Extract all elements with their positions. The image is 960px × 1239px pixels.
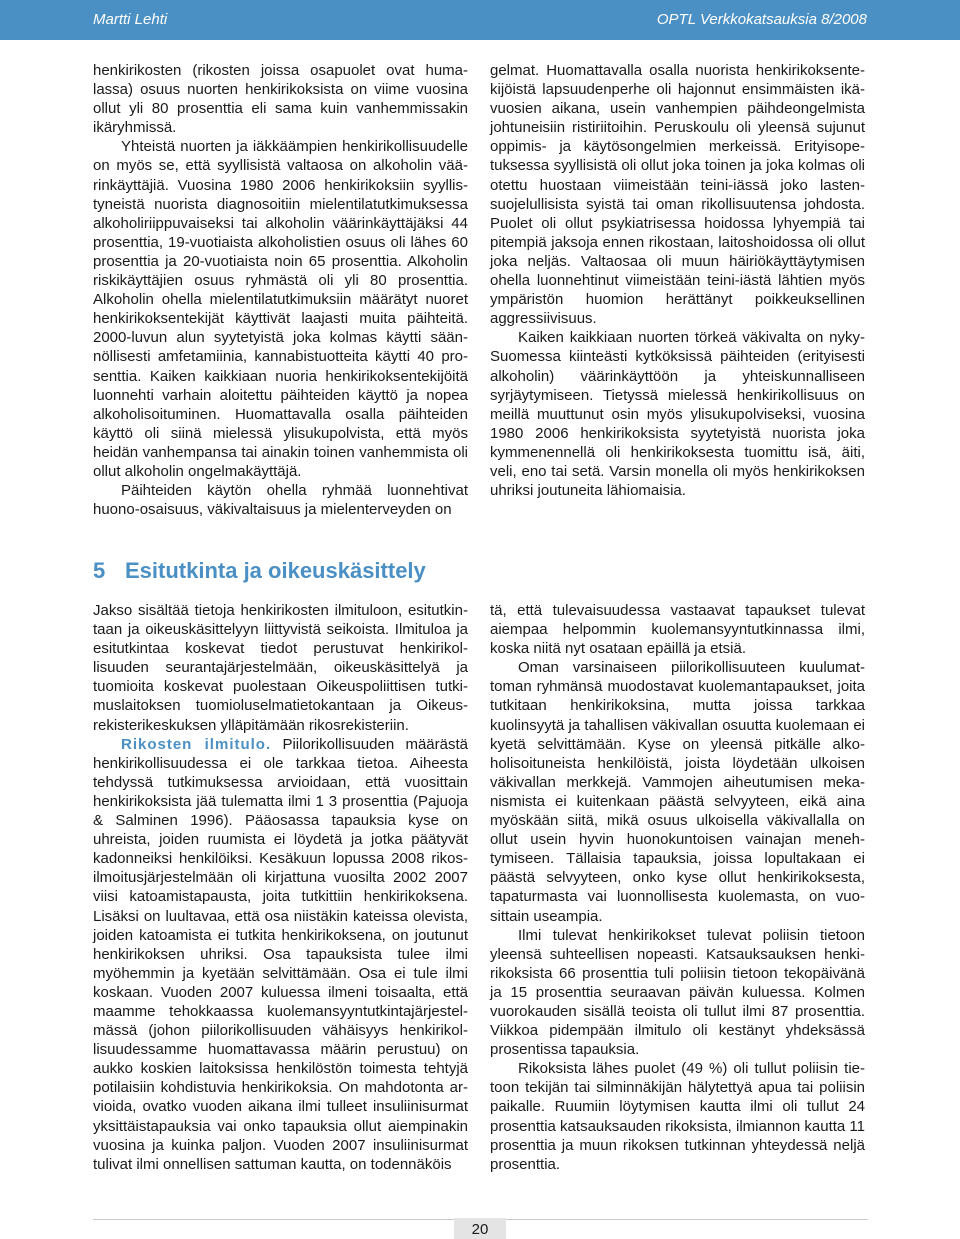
column-bottom-left	[93, 601, 468, 1174]
run-in-heading: Rikosten ilmitulo.	[121, 735, 272, 753]
column-top-right	[490, 61, 865, 500]
paragraph: Kaiken kaikkiaan nuorten törkeä väkivalta on nyky-Suomessa kiinteästi kytköksissä päihteiden (erityisesti alkoholin) väärinkäyttöön ja yhteiskunnalliseen syrjäytymiseen. Tietyssä mielessä henkirikollisuus on meillä muuttunut osin myös ylisukupolviseksi, vuosina 1980 2006 henkirikoksista syytetyistä nuorista joka kymmenennellä oli henkirikoksesta tuomittu isä, äiti, veli, eno tai setä. Varsin monella oli myös henkirikoksen uhriksi joutuneita lähiomaisia.	[490, 329, 865, 500]
paragraph: Yhteistä nuorten ja iäkkäämpien henkirikollisuudelle on myös se, että syyllisistä valtaosa on alkoholin väärinkäyttäjiä. Vuosina 1980 2006 henkirikoksiin syyllistyneistä nuorista diagnosoitiin mielentilatutkimuksessa alkoholiriippuvaiseksi tai alkoholin väärinkäyttäjäksi 44 prosenttia, 19-vuotiaista alkoholistien osuus oli lähes 60 prosenttia ja 20-vuotiaista noin 65 prosenttia. Alkoholin riskikäyttäjien osuus ryhmästä oli yli 80 prosenttia. Alkoholin ohella mielentilatutkimuksiin määrätyt nuoret henkirikoksentekijät käyttivät laajasti muita päihteitä. 2000-luvun alun syytetyistä joka kolmas käytti säännöllisesti amfetamiinia, kannabistuotteita käytti 40 prosenttia. Kaiken kaikkiaan nuoria henkirikoksentekijöitä luonnehti varhain aloitettu päihteiden käyttö ja nopea alkoholisoituminen. Huomattavalla osalla päihteiden käyttö oli siinä mielessä ylisukupolvista, että myös heidän vanhempansa tai ainakin toinen vanhemmista oli ollut alkoholin ongelmakäyttäjä.	[93, 138, 468, 480]
paragraph: henkirikosten (rikosten joissa osapuolet ovat humalassa) osuus nuorten henkirikoksista on viime vuosina ollut yli 80 prosenttia eli sama kuin vanhemmissakin ikäryhmissä.	[93, 62, 468, 137]
paragraph-text: Piilorikollisuuden määrästä henkirikollisuudessa ei ole tarkkaa tietoa. Aiheesta tehdyssä tutkimuksessa arvioidaan, että vuosittain henkirikoksista jää tulematta ilmi 1 3 prosenttia (Pajuoja & Salminen 1996). Pääosassa tapauksia kyse on uhreista, joiden ruumista ei löydetä ja jotka päätyvät kadonneiksi henkilöiksi. Kesäkuun lopussa 2008 rikosilmoitusjärjestelmään oli kirjattuna vuosilta 2002 2007 viisi katoamistapausta, joita tutkittiin henkirikoksena. Lisäksi on luultavaa, että osa niistäkin kateissa olevista, joiden katoamista ei tutkita henkirikoksena, on joutunut henkirikoksen uhriksi. Osa tapauksista tulee ilmi myöhemmin ja kyetään selvittämään. Osa ei tule ilmi koskaan. Vuoden 2007 kuluessa ilmeni toisaalta, että maamme tehokkaassa kuolemansyyntutkintajärjestelmässä (johon piilorikollisuuden vähäisyys henkirikollisuudessamme huomattavassa määrin perustuu) on aukko koskien laitoksissa henkilöstön toimesta tehtyjä potilaisiin kohdistuvia henkirikoksia. On mahdotonta arvioida, ovatko vuoden aikana ilmi tulleet insuliinisurmat yksittäistapauksia vai onko tapauksia ollut aiempinakin vuosina ja kuinka paljon. Vuoden 2007 insuliinisurmat tulivat ilmi onnellisen sattuman kautta, on todennäköis	[93, 735, 468, 1173]
paragraph: Oman varsinaiseen piilorikollisuuteen kuulumattoman ryhmänsä muodostavat kuolemantapaukset, joita tutkitaan henkirikoksina, mutta joissa tarkkaa kuolinsyytä ja tahallisen väkivallan osuutta kuolemaan ei kyetä selvittämään. Kyse on yleensä pitkälle alkoholisoituneista henkilöistä, joista löydetään ulkoisen väkivallan merkkejä. Vammojen aiheutumisen mekanismista ei kuitenkaan päästä selvyyteen, eikä aina myöskään siitä, mikä osuus ulkoisella väkivallalla on ollut usein hyvin huonokuntoisen vainajan menehtymiseen. Tällaisia tapauksia, joissa lopultakaan ei päästä selvyyteen, onko kyse ollut henkirikoksesta, tapaturmasta vai luonnollisesta kuolemasta, on vuosittain useampia.	[490, 659, 865, 925]
section-title: Esitutkinta ja oikeuskäsittely	[125, 558, 426, 583]
paragraph: gelmat. Huomattavalla osalla nuorista henkirikoksentekijöistä lapsuudenperhe oli hajonnut ensimmäisten ikävuosien aikana, usein vanhempien päihdeongelmista johtuneisiin ristiriitoihin. Peruskoulu oli yleensä sujunut oppimis- ja käytösongelmien merkeissä. Erityisopetuksessa syyllisistä oli ollut joka toinen ja joka kolmas oli otettu huostaan viimeistään teini-iässä joko lastensuojelullisista syistä tai oman rikollisuutensa johdosta. Puolet oli ollut psykiatrisessa hoidossa lyhyempiä tai pitempiä jaksoja ennen rikostaan, laitoshoidossa oli ollut joka neljäs. Valtaosaa oli muun häiriökäyttäytymisen ohella luonnehtinut viimeistään teini-iästä lähtien myös ympäristön huomion herättänyt poikkeuksellinen aggressiivisuus.	[490, 62, 865, 328]
header-publication: OPTL Verkkokatsauksia 8/2008	[656, 11, 867, 28]
paragraph: Ilmi tulevat henkirikokset tulevat poliisin tietoon yleensä suhteellisen nopeasti. Katsauksauksen henkirikoksista 66 prosenttia tuli poliisin tietoon tekopäivänä ja 15 prosenttia seuraavan päivän kuluessa. Kolmen vuorokauden sisällä teoista oli tullut ilmi 87 prosenttia. Viikkoa pidempään ilmitulo oli kestänyt yhdeksässä prosentissa tapauksia.	[490, 926, 865, 1059]
section-number: 5	[93, 558, 106, 583]
header-author: Martti Lehti	[93, 11, 168, 28]
section-heading	[93, 558, 426, 584]
paragraph: Jakso sisältää tietoja henkirikosten ilmituloon, esitutkintaan ja oikeuskäsittelyyn liittyvistä seikoista. Ilmituloa ja esitutkintaa koskevat tiedot perustuvat henkirikollisuuden seurantajärjestelmään, oikeuskäsittelyä ja tuomioita koskevat puolestaan Oikeuspoliittisen tutkimuslaitoksen tuomioluselmatietokantaan ja Oikeusrekisterikeskuksen ylläpitämään rikosrekisteriin.	[93, 602, 468, 734]
paragraph: Rikoksista lähes puolet (49 %) oli tullut poliisin tietoon tekijän tai silminnäkijän hälytettyä apua tai poliisin paikalle. Ruumiin löytymisen kautta ilmi oli tullut 24 prosenttia katsauksauden rikoksista, ilmiannon kautta 11 prosenttia ja muun rikoksen tutkinnan yhteydessä neljä prosenttia.	[490, 1060, 865, 1173]
column-top-left	[93, 61, 468, 519]
running-header	[0, 0, 960, 40]
paragraph	[93, 735, 468, 1174]
page-number: 20	[471, 1221, 489, 1238]
paragraph: Päihteiden käytön ohella ryhmää luonnehtivat huono-osaisuus, väkivaltaisuus ja mielenterveyden on	[93, 482, 468, 519]
paragraph: tä, että tulevaisuudessa vastaavat tapaukset tulevat aiempaa helpommin kuolemansyyntutkinnassa ilmi, koska niitä nyt osataan epäillä ja etsiä.	[490, 602, 865, 658]
column-bottom-right	[490, 601, 865, 1174]
